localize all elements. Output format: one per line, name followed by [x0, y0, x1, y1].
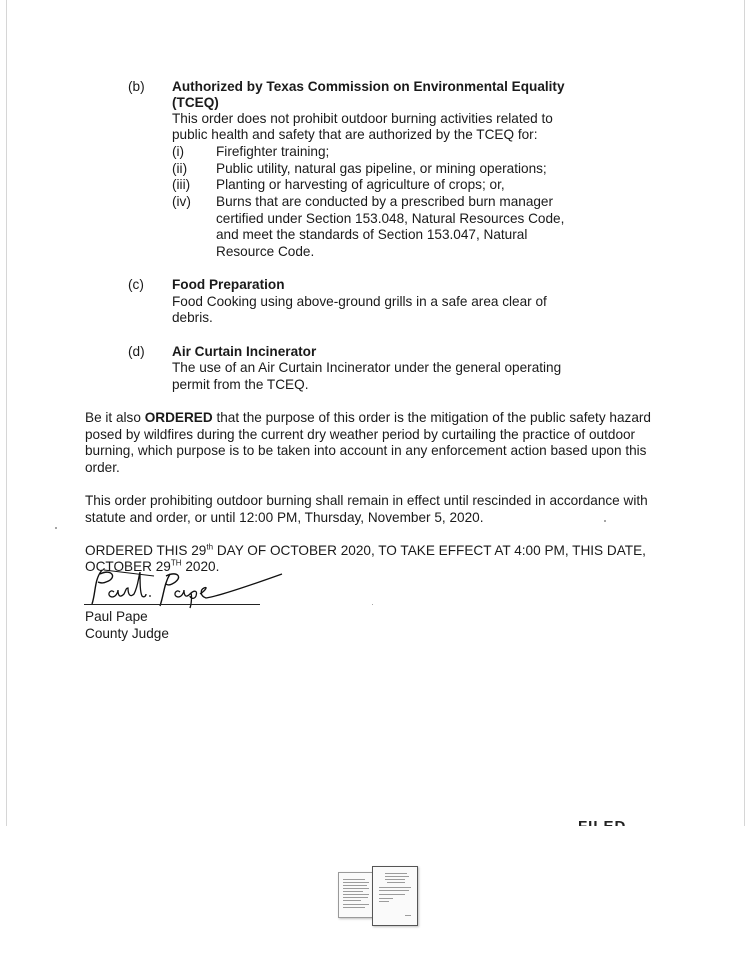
- ordered-date-a: ORDERED THIS 29: [85, 543, 207, 558]
- scan-speck: [372, 604, 373, 605]
- page-right-edge: [744, 0, 745, 826]
- subitem-number: (i): [172, 144, 185, 159]
- subitem-text: Firefighter training;: [216, 144, 330, 159]
- ordered-paragraph-line: [85, 410, 651, 427]
- subitem-number: (ii): [172, 161, 188, 176]
- subitem-text: Planting or harvesting of agriculture of crops; or,: [216, 177, 505, 192]
- item-c-heading: Food Preparation: [172, 277, 285, 292]
- item-b-intro-line: This order does not prohibit outdoor burning activities related to: [172, 111, 553, 126]
- signer-title: County Judge: [85, 626, 169, 641]
- page-left-edge: [6, 0, 7, 826]
- item-b-label: (b): [128, 79, 145, 94]
- ordered-date-b: 2020.: [181, 559, 220, 574]
- item-b-heading-cont: (TCEQ): [172, 95, 219, 110]
- ordered-date-line: [85, 543, 646, 560]
- subitem-text: Public utility, natural gas pipeline, or mining operations;: [216, 161, 547, 176]
- scan-speck: [55, 527, 57, 529]
- ordered-rest: that the purpose of this order is the mitigation of the public safety hazard: [212, 410, 651, 425]
- ordered-date-sup: th: [206, 542, 214, 552]
- ordered-paragraph-line: order.: [85, 460, 120, 475]
- item-b-intro-line: public health and safety that are authorized by the TCEQ for:: [172, 127, 538, 142]
- subitem-text: certified under Section 153.048, Natural Resources Code,: [216, 211, 565, 226]
- item-d-text: The use of an Air Curtain Incinerator under the general operating: [172, 360, 562, 375]
- scan-speck: [604, 520, 606, 522]
- ordered-date-sup: TH: [170, 558, 182, 568]
- item-c-text: debris.: [172, 310, 213, 325]
- page-thumbnail-strip: [0, 826, 750, 966]
- ordered-prefix: Be it also: [85, 410, 145, 425]
- page-thumbnail-1[interactable]: [338, 872, 374, 918]
- subitem-number: (iii): [172, 177, 191, 192]
- signer-name: Paul Pape: [85, 609, 148, 624]
- page-thumbnail-2[interactable]: [372, 866, 418, 926]
- item-b-heading: Authorized by Texas Commission on Environmental Equality: [172, 79, 565, 94]
- item-c-label: (c): [128, 277, 144, 292]
- item-d-label: (d): [128, 344, 145, 359]
- signature-line: [84, 604, 260, 605]
- item-c-text: Food Cooking using above-ground grills in a safe area clear of: [172, 294, 547, 309]
- ordered-emphasis: ORDERED: [144, 410, 213, 425]
- subitem-text: and meet the standards of Section 153.047, Natural: [216, 227, 528, 242]
- effect-paragraph-line: statute and order, or until 12:00 PM, Thursday, November 5, 2020.: [85, 510, 484, 525]
- effect-paragraph-line: This order prohibiting outdoor burning shall remain in effect until rescinded in accordance with: [85, 493, 648, 508]
- subitem-text: Resource Code.: [216, 244, 315, 259]
- subitem-text: Burns that are conducted by a prescribed burn manager: [216, 194, 554, 209]
- subitem-number: (iv): [172, 194, 191, 209]
- item-d-heading: Air Curtain Incinerator: [172, 344, 317, 359]
- ordered-paragraph-line: posed by wildfires during the current dry weather period by curtailing the practice of outdoor: [85, 427, 636, 442]
- ordered-paragraph-line: burning, which purpose is to be taken into account in any enforcement action based upon this: [85, 443, 647, 458]
- ordered-date-a: OCTOBER 29: [85, 559, 171, 574]
- ordered-date-b: DAY OF OCTOBER 2020, TO TAKE EFFECT AT 4:00 PM, THIS DATE,: [213, 543, 646, 558]
- item-d-text: permit from the TCEQ.: [172, 377, 309, 392]
